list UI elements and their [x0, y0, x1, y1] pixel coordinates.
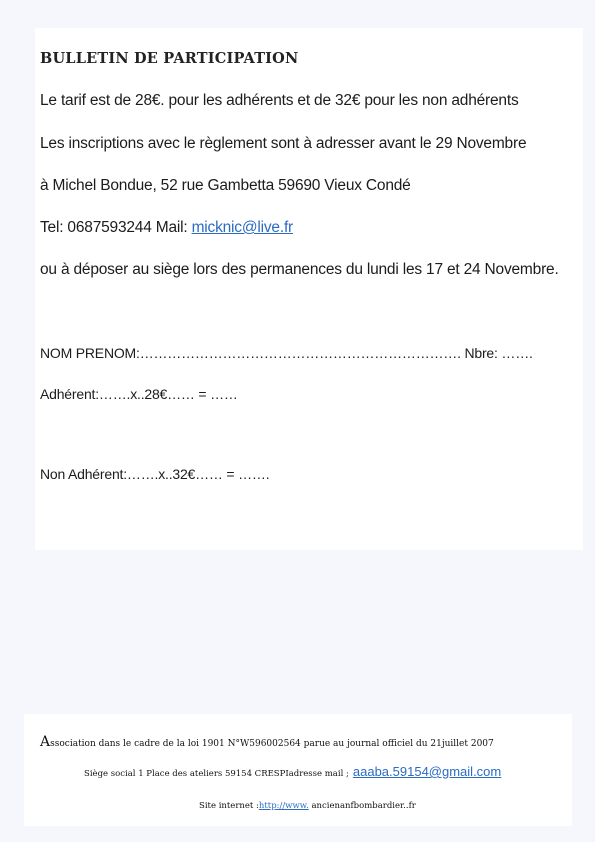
association-text: ssociation dans le cadre de la loi 1901 N°W596002564 parue au journal officiel du 21juillet 2007 — [50, 739, 494, 749]
siege-email-link[interactable]: aaaba.59154@gmail.com — [352, 764, 502, 779]
site-label: Site internet : — [199, 801, 259, 811]
site-domain: ancienanfbombardier..fr — [308, 801, 416, 811]
email-link[interactable]: micknic@live.fr — [191, 219, 294, 236]
association-line — [40, 734, 494, 750]
adherent-field: Adhérent:…….x..28€…… = …… — [40, 386, 238, 402]
inscriptions-line: Les inscriptions avec le règlement sont à adresser avant le 29 Novembre — [40, 135, 527, 152]
non-adherent-field: Non Adhérent:…….x..32€…… = ……. — [40, 466, 270, 482]
address-line: à Michel Bondue, 52 rue Gambetta 59690 Vieux Condé — [40, 177, 411, 194]
bulletin-title: BULLETIN DE PARTICIPATION — [40, 50, 299, 67]
association-initial: A — [40, 734, 51, 750]
siege-text: Siège social 1 Place des ateliers 59154 CRESPIadresse mail ; — [84, 769, 349, 779]
tarif-line: Le tarif est de 28€. pour les adhérents et de 32€ pour les non adhérents — [40, 92, 519, 109]
depot-line: ou à déposer au siège lors des permanences du lundi les 17 et 24 Novembre. — [40, 261, 559, 278]
site-link[interactable]: http://www. — [258, 801, 309, 811]
contact-line — [40, 219, 293, 237]
nom-prenom-field: NOM PRENOM:……………………………………………………………. Nbre: ……. — [40, 345, 533, 361]
siege-line — [84, 764, 501, 779]
tel-label: Tel: 0687593244 Mail: — [40, 219, 192, 236]
site-line — [199, 801, 416, 811]
